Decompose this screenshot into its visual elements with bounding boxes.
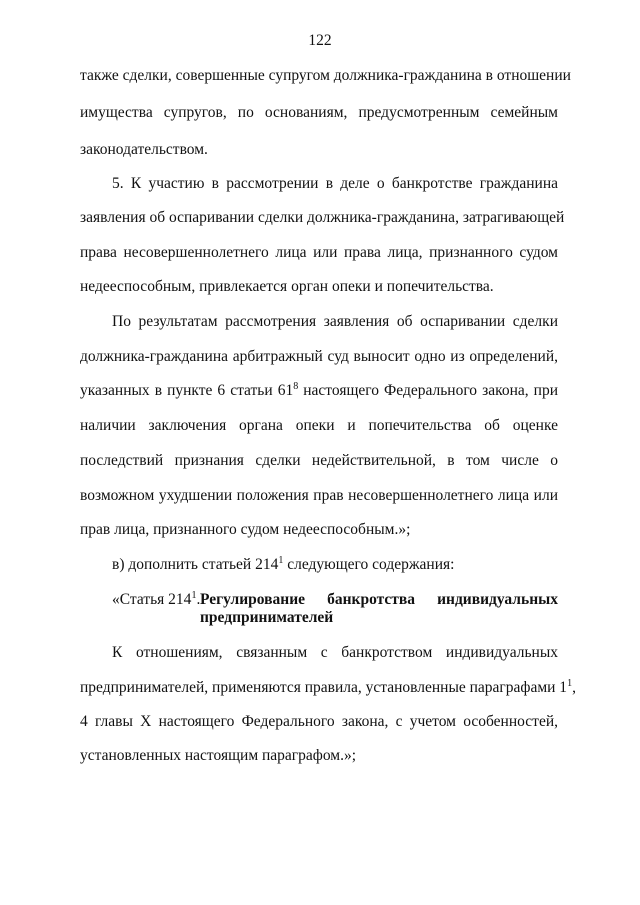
paragraph-5-line-2-text-b: , [572, 679, 576, 696]
superscript-index: 8 [293, 381, 299, 392]
paragraph-5-line-2-text-a: предпринимателей, применяются правила, установленные параграфами 1 [80, 679, 568, 696]
paragraph-5-line-4: установленных настоящим параграфом.»; [80, 747, 357, 764]
article-heading-prefix-text: «Статья 214 [112, 591, 192, 608]
paragraph-2-line-2: заявления об оспаривании сделки должника-гражданина, затрагивающей [80, 209, 565, 226]
paragraph-3-line-3-text-b: настоящего Федерального закона, при [298, 382, 558, 399]
paragraph-1-line-1: также сделки, совершенные супругом должника-гражданина в отношении [80, 67, 571, 84]
paragraph-2-line-3: права несовершеннолетнего лица или права лица, признанного судом [80, 244, 558, 261]
superscript-index: 1 [191, 590, 197, 601]
paragraph-1-line-2: имущества супругов, по основаниям, предусмотренным семейным [80, 104, 558, 121]
superscript-index: 1 [567, 678, 573, 689]
paragraph-2-line-1: 5. К участию в рассмотрении в деле о банкротстве гражданина [112, 175, 558, 192]
paragraph-2-line-4: недееспособным, привлекается орган опеки и попечительства. [80, 278, 494, 295]
page-number: 122 [308, 32, 332, 49]
paragraph-3-line-3 [80, 381, 558, 401]
paragraph-3-line-3-text-a: указанных в пункте 6 статьи 61 [80, 382, 294, 399]
superscript-index: 1 [278, 555, 284, 566]
paragraph-3-line-7: прав лица, признанного судом недееспособным.»; [80, 521, 411, 538]
paragraph-3-line-6: возможном ухудшении положения прав несовершеннолетнего лица или [80, 487, 558, 504]
paragraph-4-text-b: следующего содержания: [283, 556, 455, 573]
paragraph-3-line-5: последствий признания сделки недействительной, в том числе о [80, 452, 558, 469]
paragraph-1-line-3: законодательством. [80, 141, 208, 158]
article-heading-title-line-1: Регулирование банкротства индивидуальных [200, 591, 558, 608]
paragraph-3-line-4: наличии заключения органа опеки и попечительства об оценке [80, 417, 558, 434]
paragraph-4-text-a: в) дополнить статьей 214 [112, 556, 279, 573]
paragraph-5-line-2 [80, 678, 576, 698]
paragraph-5-line-1: К отношениям, связанным с банкротством индивидуальных [112, 644, 558, 661]
article-heading-prefix-dot: . [196, 591, 201, 608]
paragraph-3-line-2: должника-гражданина арбитражный суд выносит одно из определений, [80, 348, 558, 365]
paragraph-4-line-1 [112, 555, 558, 575]
article-heading-title-line-2: предпринимателей [200, 609, 334, 626]
paragraph-5-line-3: 4 главы X настоящего Федерального закона, с учетом особенностей, [80, 713, 558, 730]
paragraph-3-line-1: По результатам рассмотрения заявления об оспаривании сделки [112, 313, 558, 330]
